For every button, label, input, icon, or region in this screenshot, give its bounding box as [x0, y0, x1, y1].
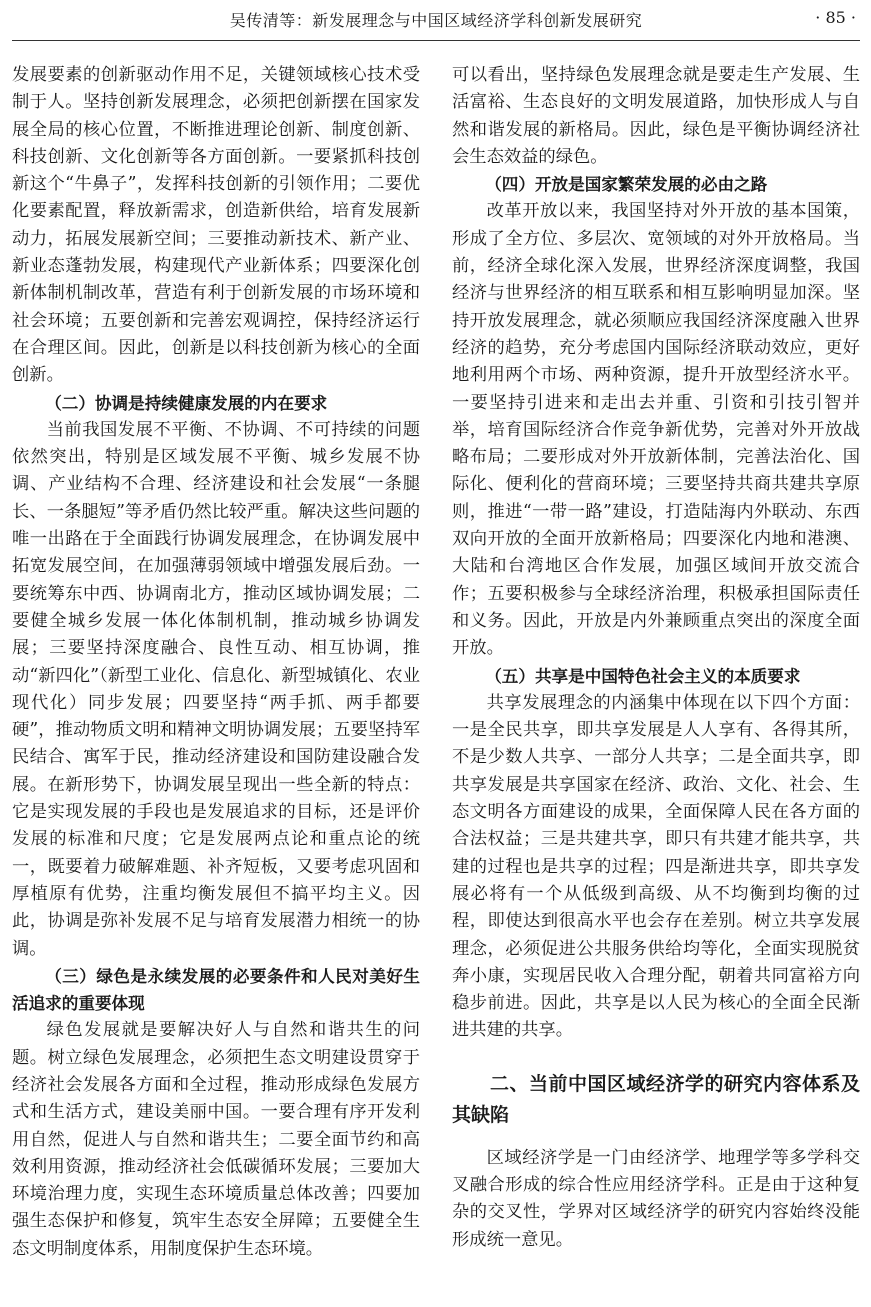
paragraph-coordination: 当前我国发展不平衡、不协调、不可持续的问题依然突出，特别是区域发展不平衡、城乡发展不协调、产业结构不合理、经济建设和社会发展“一条腿长、一条腿短”等矛盾仍然比较严重。解决这些问题的唯一出路在于全面践行协调发展理念，在协调发展中拓宽发展空间，在加强薄弱领域中增强发展后劲。一要统筹东中西、协调南北方，推动区域协调发展；二要健全城乡发展一体化体制机制，推动城乡协调发展；三要坚持深度融合、良性互动、相互协调，推动“新四化”（新型工业化、信息化、新型城镇化、农业现代化）同步发展；四要坚持“两手抓、两手都要硬”，推动物质文明和精神文明协调发展；五要坚持军民结合、寓军于民，推动经济建设和国防建设融合发展。在新形势下，协调发展呈现出一些全新的特点：它是实现发展的手段也是发展追求的目标，还是评价发展的标准和尺度；它是发展两点论和重点论的统一，既要着力破解难题、补齐短板，又要考虑巩固和厚植原有优势，注重均衡发展但不搞平均主义。因此，协调是弥补发展不足与培育发展潜力相统一的协调。: [12, 419, 420, 959]
paragraph-green-continued: 可以看出，坚持绿色发展理念就是要走生产发展、生活富裕、生态良好的文明发展道路，加快形成人与自然和谐发展的新格局。因此，绿色是平衡协调经济社会生态效益的绿色。: [452, 65, 860, 167]
running-header-title: 吴传清等：新发展理念与中国区域经济学科创新发展研究: [229, 11, 643, 30]
right-column: [452, 62, 860, 1254]
subheading-green: （三）绿色是永续发展的必要条件和人民对美好生活追求的重要体现: [12, 966, 420, 1014]
running-header: [12, 0, 860, 41]
subheading-sharing: （五）共享是中国特色社会主义的本质要求: [485, 666, 801, 686]
left-column: [12, 62, 420, 1263]
paragraph-regional-economics: 区域经济学是一门由经济学、地理学等多学科交叉融合形成的综合性应用经济学科。正是由于这种复杂的交叉性，学界对区域经济学的研究内容始终没能形成统一意见。: [452, 1147, 860, 1250]
paragraph-green: 绿色发展就是要解决好人与自然和谐共生的问题。树立绿色发展理念，必须把生态文明建设贯穿于经济社会发展各方面和全过程，推动形成绿色发展方式和生活方式，建设美丽中国。一要合理有序开发利用自然，促进人与自然和谐共生；二要全面节约和高效利用资源，推动经济社会低碳循环发展；三要加大环境治理力度，实现生态环境质量总体改善；四要加强生态保护和修复，筑牢生态安全屏障；五要健全生态文明制度体系，用制度保护生态环境。: [12, 1020, 420, 1259]
paragraph-sharing: 共享发展理念的内涵集中体现在以下四个方面：一是全民共享，即共享发展是人人享有、各得其所，不是少数人共享、一部分人共享；二是全面共享，即共享发展是共享国家在经济、政治、文化、社会、生态文明各方面建设的成果，全面保障人民在各方面的合法权益；三是共建共享，即只有共建才能共享，共建的过程也是共享的过程；四是渐进共享，即共享发展必将有一个从低级到高级、从不均衡到均衡的过程，即使达到很高水平也会存在差别。树立共享发展理念，必须促进公共服务供给均等化，全面实现脱贫奔小康，实现居民收入合理分配，朝着共同富裕方向稳步前进。因此，共享是以人民为核心的全面全民渐进共建的共享。: [452, 692, 860, 1041]
paragraph-innovation-continued: 发展要素的创新驱动作用不足，关键领域核心技术受制于人。坚持创新发展理念，必须把创新摆在国家发展全局的核心位置，不断推进理论创新、制度创新、科技创新、文化创新等各方面创新。一要紧抓科技创新这个“牛鼻子”，发挥科技创新的引领作用；二要优化要素配置，释放新需求，创造新供给，培育发展新动力，拓展发展新空间；三要推动新技术、新产业、新业态蓬勃发展，构建现代产业新体系；四要深化创新体制机制改革，营造有利于创新发展的市场环境和社会环境；五要创新和完善宏观调控，保持经济运行在合理区间。因此，创新是以科技创新为核心的全面创新。: [12, 65, 420, 386]
section-heading-2: 二、当前中国区域经济学的研究内容体系及其缺陷: [452, 1072, 860, 1126]
subheading-openness: （四）开放是国家繁荣发展的必由之路: [485, 175, 768, 195]
subheading-coordination: （二）协调是持续健康发展的内在要求: [45, 393, 328, 413]
paragraph-openness: 改革开放以来，我国坚持对外开放的基本国策，形成了全方位、多层次、宽领域的对外开放格局。当前，经济全球化深入发展，世界经济深度调整，我国经济与世界经济的相互联系和相互影响明显加深。坚持开放发展理念，就必须顺应我国经济深度融入世界经济的趋势，充分考虑国内国际经济联动效应，更好地利用两个市场、两种资源，提升开放型经济水平。一要坚持引进来和走出去并重、引资和引技引智并举，培育国际经济合作竞争新优势，完善对外开放战略布局；二要形成对外开放新体制，完善法治化、国际化、便利化的营商环境；三要坚持共商共建共享原则，推进“一带一路”建设，打造陆海内外联动、东西双向开放的全面开放新格局；四要深化内地和港澳、大陆和台湾地区合作发展，加强区域间开放交流合作；五要积极参与全球经济治理，积极承担国际责任和义务。因此，开放是内外兼顾重点突出的深度全面开放。: [452, 201, 860, 659]
page-number: · 85 ·: [815, 8, 856, 27]
